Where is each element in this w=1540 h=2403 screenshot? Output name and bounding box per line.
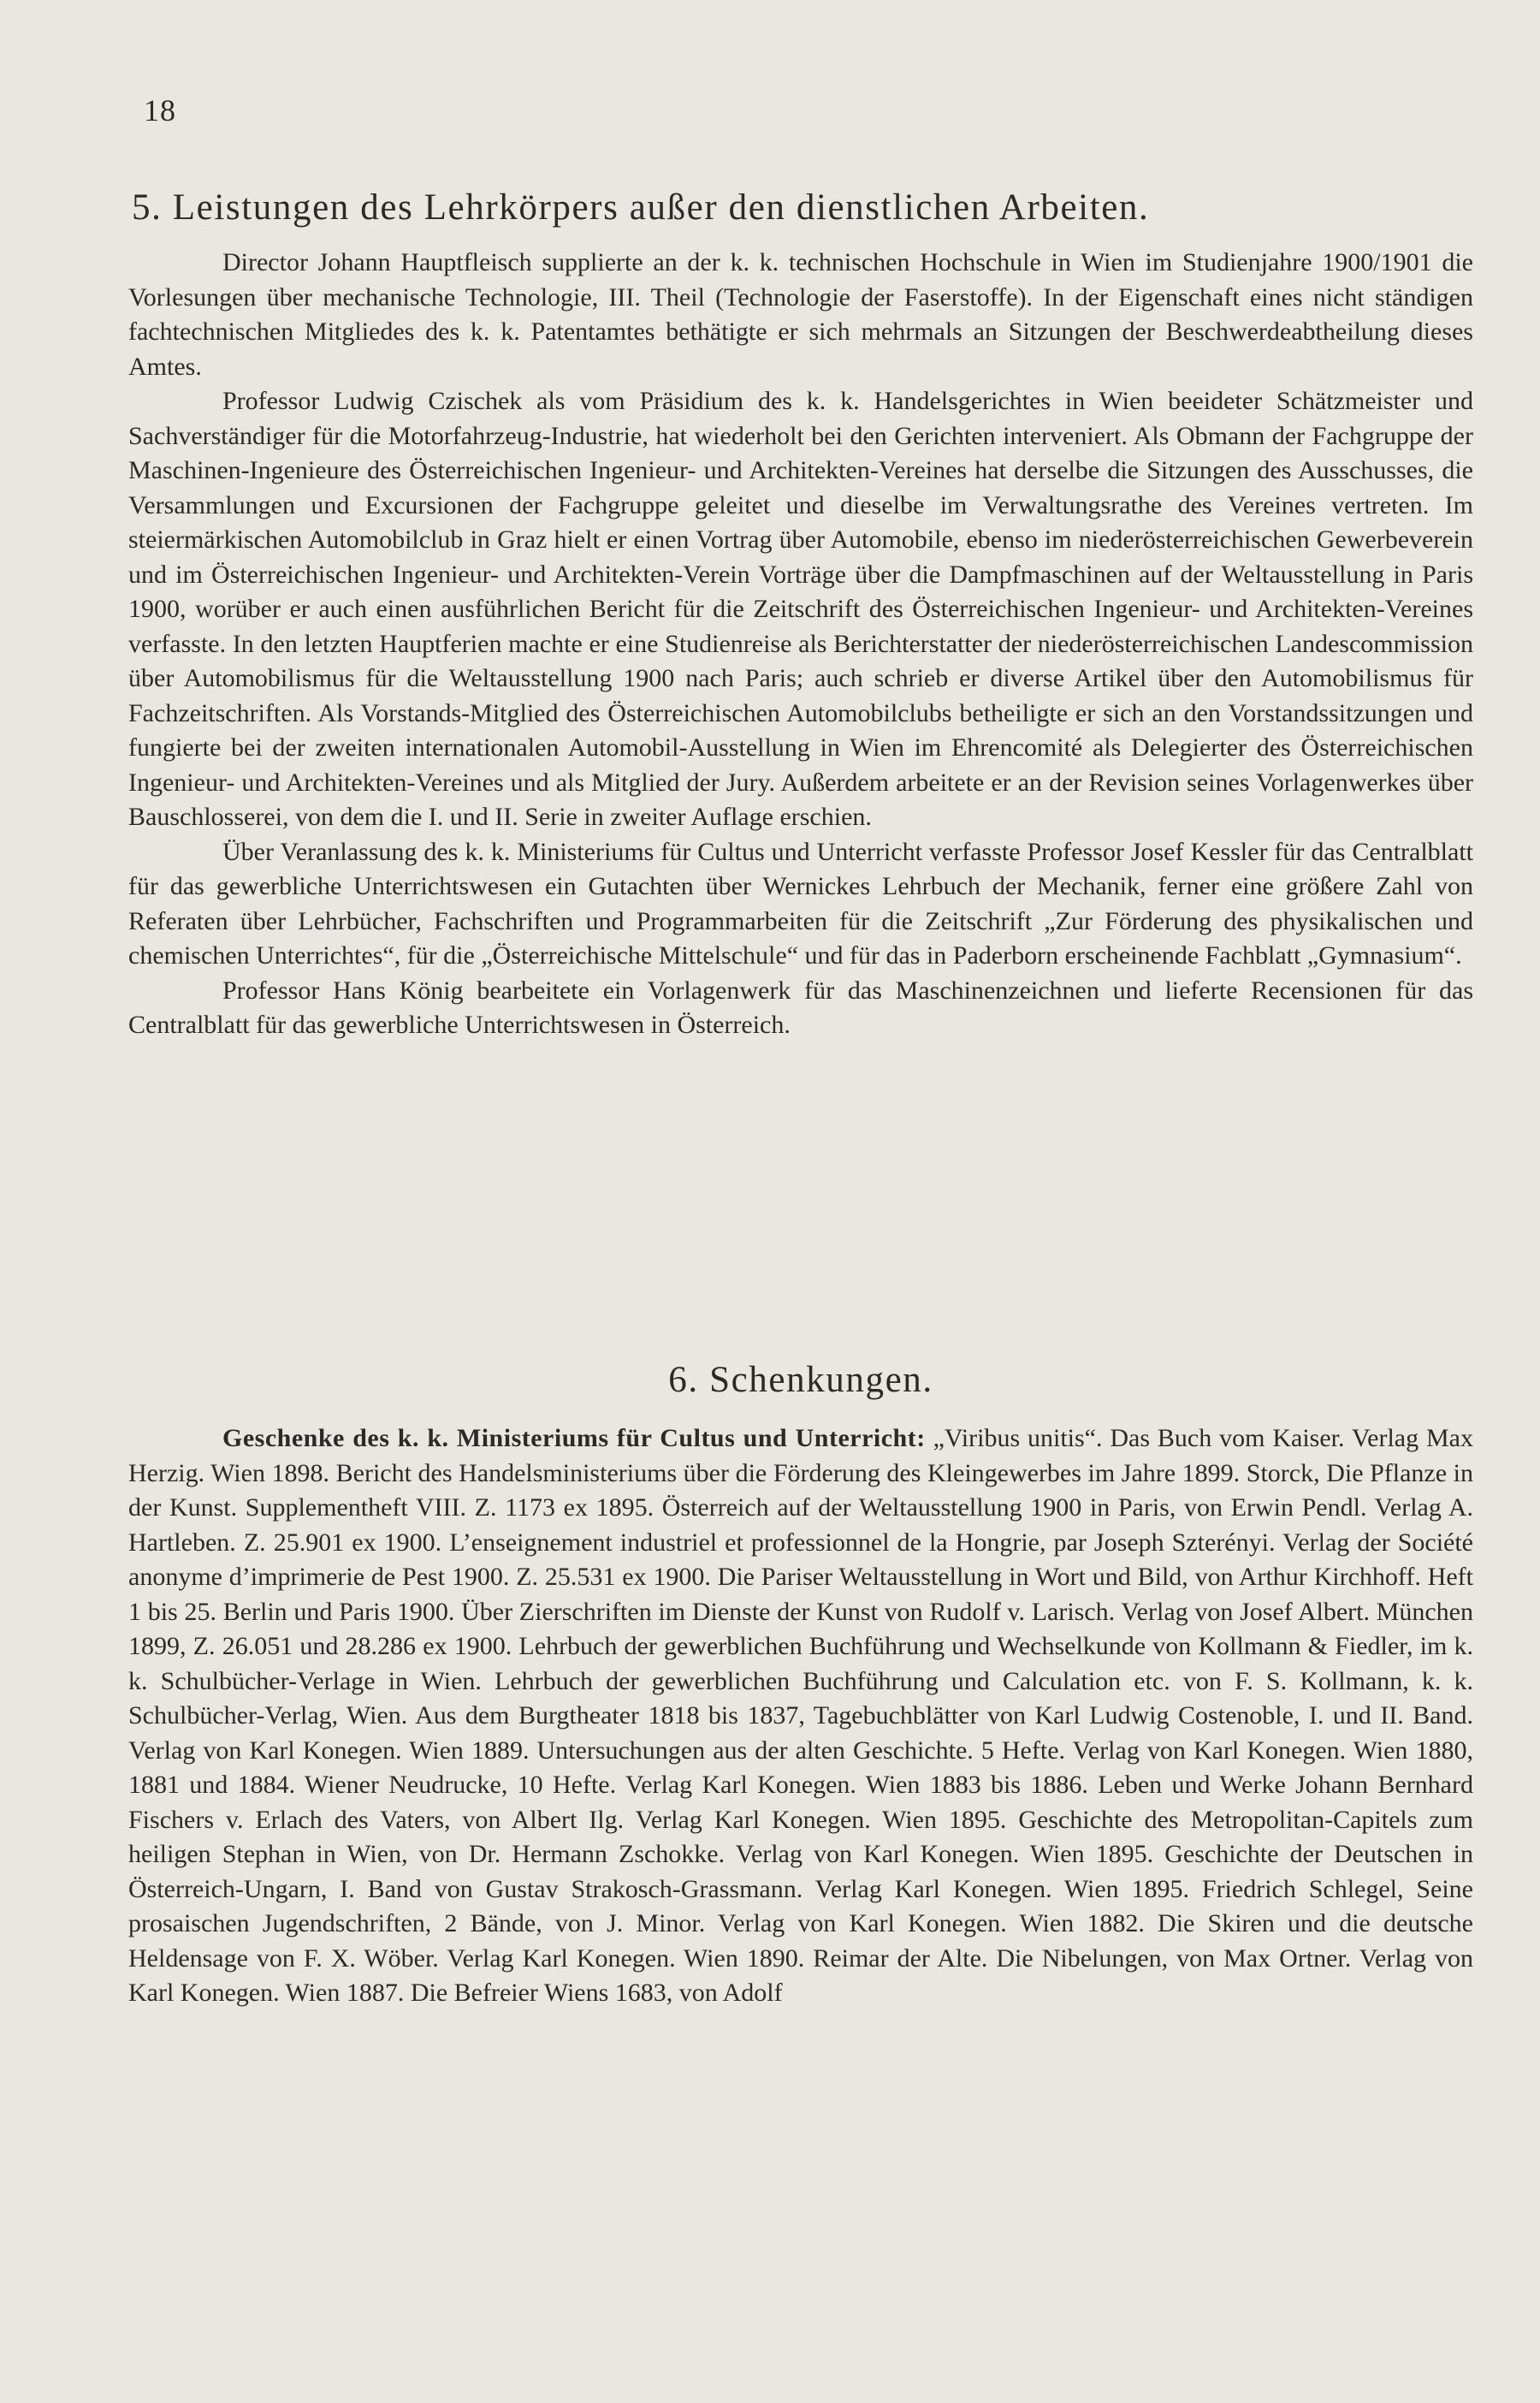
paragraph-body: „Viribus unitis“. Das Buch vom Kaiser. Verlag Max Herzig. Wien 1898. Bericht des Handelsministeriums über die Förderung des Kleingewerbes im Jahre 1899. Storck, Die Pflanze in der Kunst. Supplementheft VIII. Z. 1173 ex 1895. Österreich auf der Weltausstellung 1900 in Paris, von Erwin Pendl. Verlag A. Hartleben. Z. 25.901 ex 1900. L’enseignement industriel et professionnel de la Hongrie, par Joseph Szterényi. Verlag der Société anonyme d’imprimerie de Pest 1900. Z. 25.531 ex 1900. Die Pariser Weltausstellung in Wort und Bild, von Arthur Kirchhoff. Heft 1 bis 25. Berlin und Paris 1900. Über Zierschriften im Dienste der Kunst von Rudolf v. Larisch. Verlag von Josef Albert. München 1899, Z. 26.051 und 28.286 ex 1900. Lehrbuch der gewerblichen Buchführung und Wechselkunde von Kollmann & Fiedler, im k. k. Schulbücher-Verlage in Wien. Lehrbuch der gewerblichen Buchführung und Calculation etc. von F. S. Kollmann, k. k. Schulbücher-Verlag, Wien. Aus dem Burgtheater 1818 bis 1837, Tagebuchblätter von Karl Ludwig Costenoble, I. und II. Band. Verlag von Karl Konegen. Wien 1889. Untersuchungen aus der alten Geschichte. 5 Hefte. Verlag von Karl Konegen. Wien 1880, 1881 und 1884. Wiener Neudrucke, 10 Hefte. Verlag Karl Konegen. Wien 1883 bis 1886. Leben und Werke Johann Bernhard Fischers v. Erlach des Vaters, von Albert Ilg. Verlag Karl Konegen. Wien 1895. Geschichte des Metropolitan-Capitels zum heiligen Stephan in Wien, von Dr. Hermann Zschokke. Verlag von Karl Konegen. Wien 1895. Geschichte der Deutschen in Österreich-Ungarn, I. Band von Gustav Strakosch-Grassmann. Verlag Karl Konegen. Wien 1895. Friedrich Schlegel, Seine prosaischen Jugendschriften, 2 Bände, von J. Minor. Verlag von Karl Konegen. Wien 1882. Die Skiren und die deutsche Heldensage von F. X. Wöber. Verlag Karl Konegen. Wien 1890. Reimar der Alte. Die Nibelungen, von Max Ortner. Verlag von Karl Konegen. Wien 1887. Die Befreier Wiens 1683, von Adolf	[128, 1424, 1473, 2007]
paragraph-czischek: Professor Ludwig Czischek als vom Präsidium des k. k. Handelsgerichtes in Wien beeideter Schätzmeister und Sachverständiger für die Motorfahrzeug-Industrie, hat wiederholt bei den Gerichten interveniert. Als Obmann der Fachgruppe der Maschinen-Ingenieure des Österreichischen Ingenieur- und Architekten-Vereines hat derselbe die Sitzungen des Ausschusses, die Versammlungen und Excursionen der Fachgruppe geleitet und dieselbe im Verwaltungsrathe des Vereines vertreten. Im steiermärkischen Automobilclub in Graz hielt er einen Vortrag über Automobile, ebenso im niederösterreichischen Gewerbeverein und im Österreichischen Ingenieur- und Architekten-Verein Vorträge über die Dampfmaschinen auf der Weltausstellung in Paris 1900, worüber er auch einen ausführlichen Bericht für die Zeitschrift des Österreichischen Ingenieur- und Architekten-Vereines verfasste. In den letzten Hauptferien machte er eine Studienreise als Berichterstatter der niederösterreichischen Landescommission über Automobilismus für die Weltausstellung 1900 nach Paris; auch schrieb er diverse Artikel über den Automobilismus für Fachzeitschriften. Als Vorstands-Mitglied des Österreichischen Automobilclubs betheiligte er sich an den Vorstandssitzungen und fungierte bei der zweiten internationalen Automobil-Ausstellung in Wien im Ehrencomité als Delegierter des Österreichischen Ingenieur- und Architekten-Vereines und als Mitglied der Jury. Außerdem arbeitete er an der Revision seines Vorlagenwerkes über Bauschlosserei, von dem die I. und II. Serie in zweiter Auflage erschien.	[128, 387, 1473, 831]
section-heading: 5. Leistungen des Lehrkörpers außer den dienstlichen Arbeiten.	[132, 187, 1150, 228]
paragraph-geschenke	[128, 1421, 1473, 2011]
paragraph-koenig: Professor Hans König bearbeitete ein Vorlagenwerk für das Maschinenzeichnen und lieferte Recensionen für das Centralblatt für das gewerbliche Unterrichtswesen in Österreich.	[128, 976, 1473, 1039]
paragraph-hauptfleisch: Director Johann Hauptfleisch supplierte an der k. k. technischen Hochschule in Wien im Studienjahre 1900/1901 die Vorlesungen über mechanische Technologie, III. Theil (Technologie der Faserstoffe). In der Eigenschaft eines nicht ständigen fachtechnischen Mitgliedes des k. k. Patentamtes bethätigte er sich mehrmals an Sitzungen der Beschwerdeabtheilung dieses Amtes.	[128, 248, 1473, 381]
page-number: 18	[144, 93, 176, 128]
paragraph-kessler: Über Veranlassung des k. k. Ministeriums für Cultus und Unterricht verfasste Professor Josef Kessler für das Centralblatt für das gewerbliche Unterrichtswesen ein Gutachten über Wernickes Lehrbuch der Mechanik, ferner eine größere Zahl von Referaten über Lehrbücher, Fachschriften und Programmarbeiten für die Zeitschrift „Zur Förderung des physikalischen und chemischen Unterrichtes“, für die „Österreichische Mittelschule“ und für das in Paderborn erscheinende Fachblatt „Gymnasium“.	[128, 837, 1473, 970]
section-heading: 6. Schenkungen.	[668, 1360, 933, 1400]
section-schenkungen	[128, 1359, 1473, 2011]
paragraph-lead: Geschenke des k. k. Ministeriums für Cultus und Unterricht:	[222, 1424, 926, 1452]
section-lehrkoerper	[128, 187, 1473, 1043]
